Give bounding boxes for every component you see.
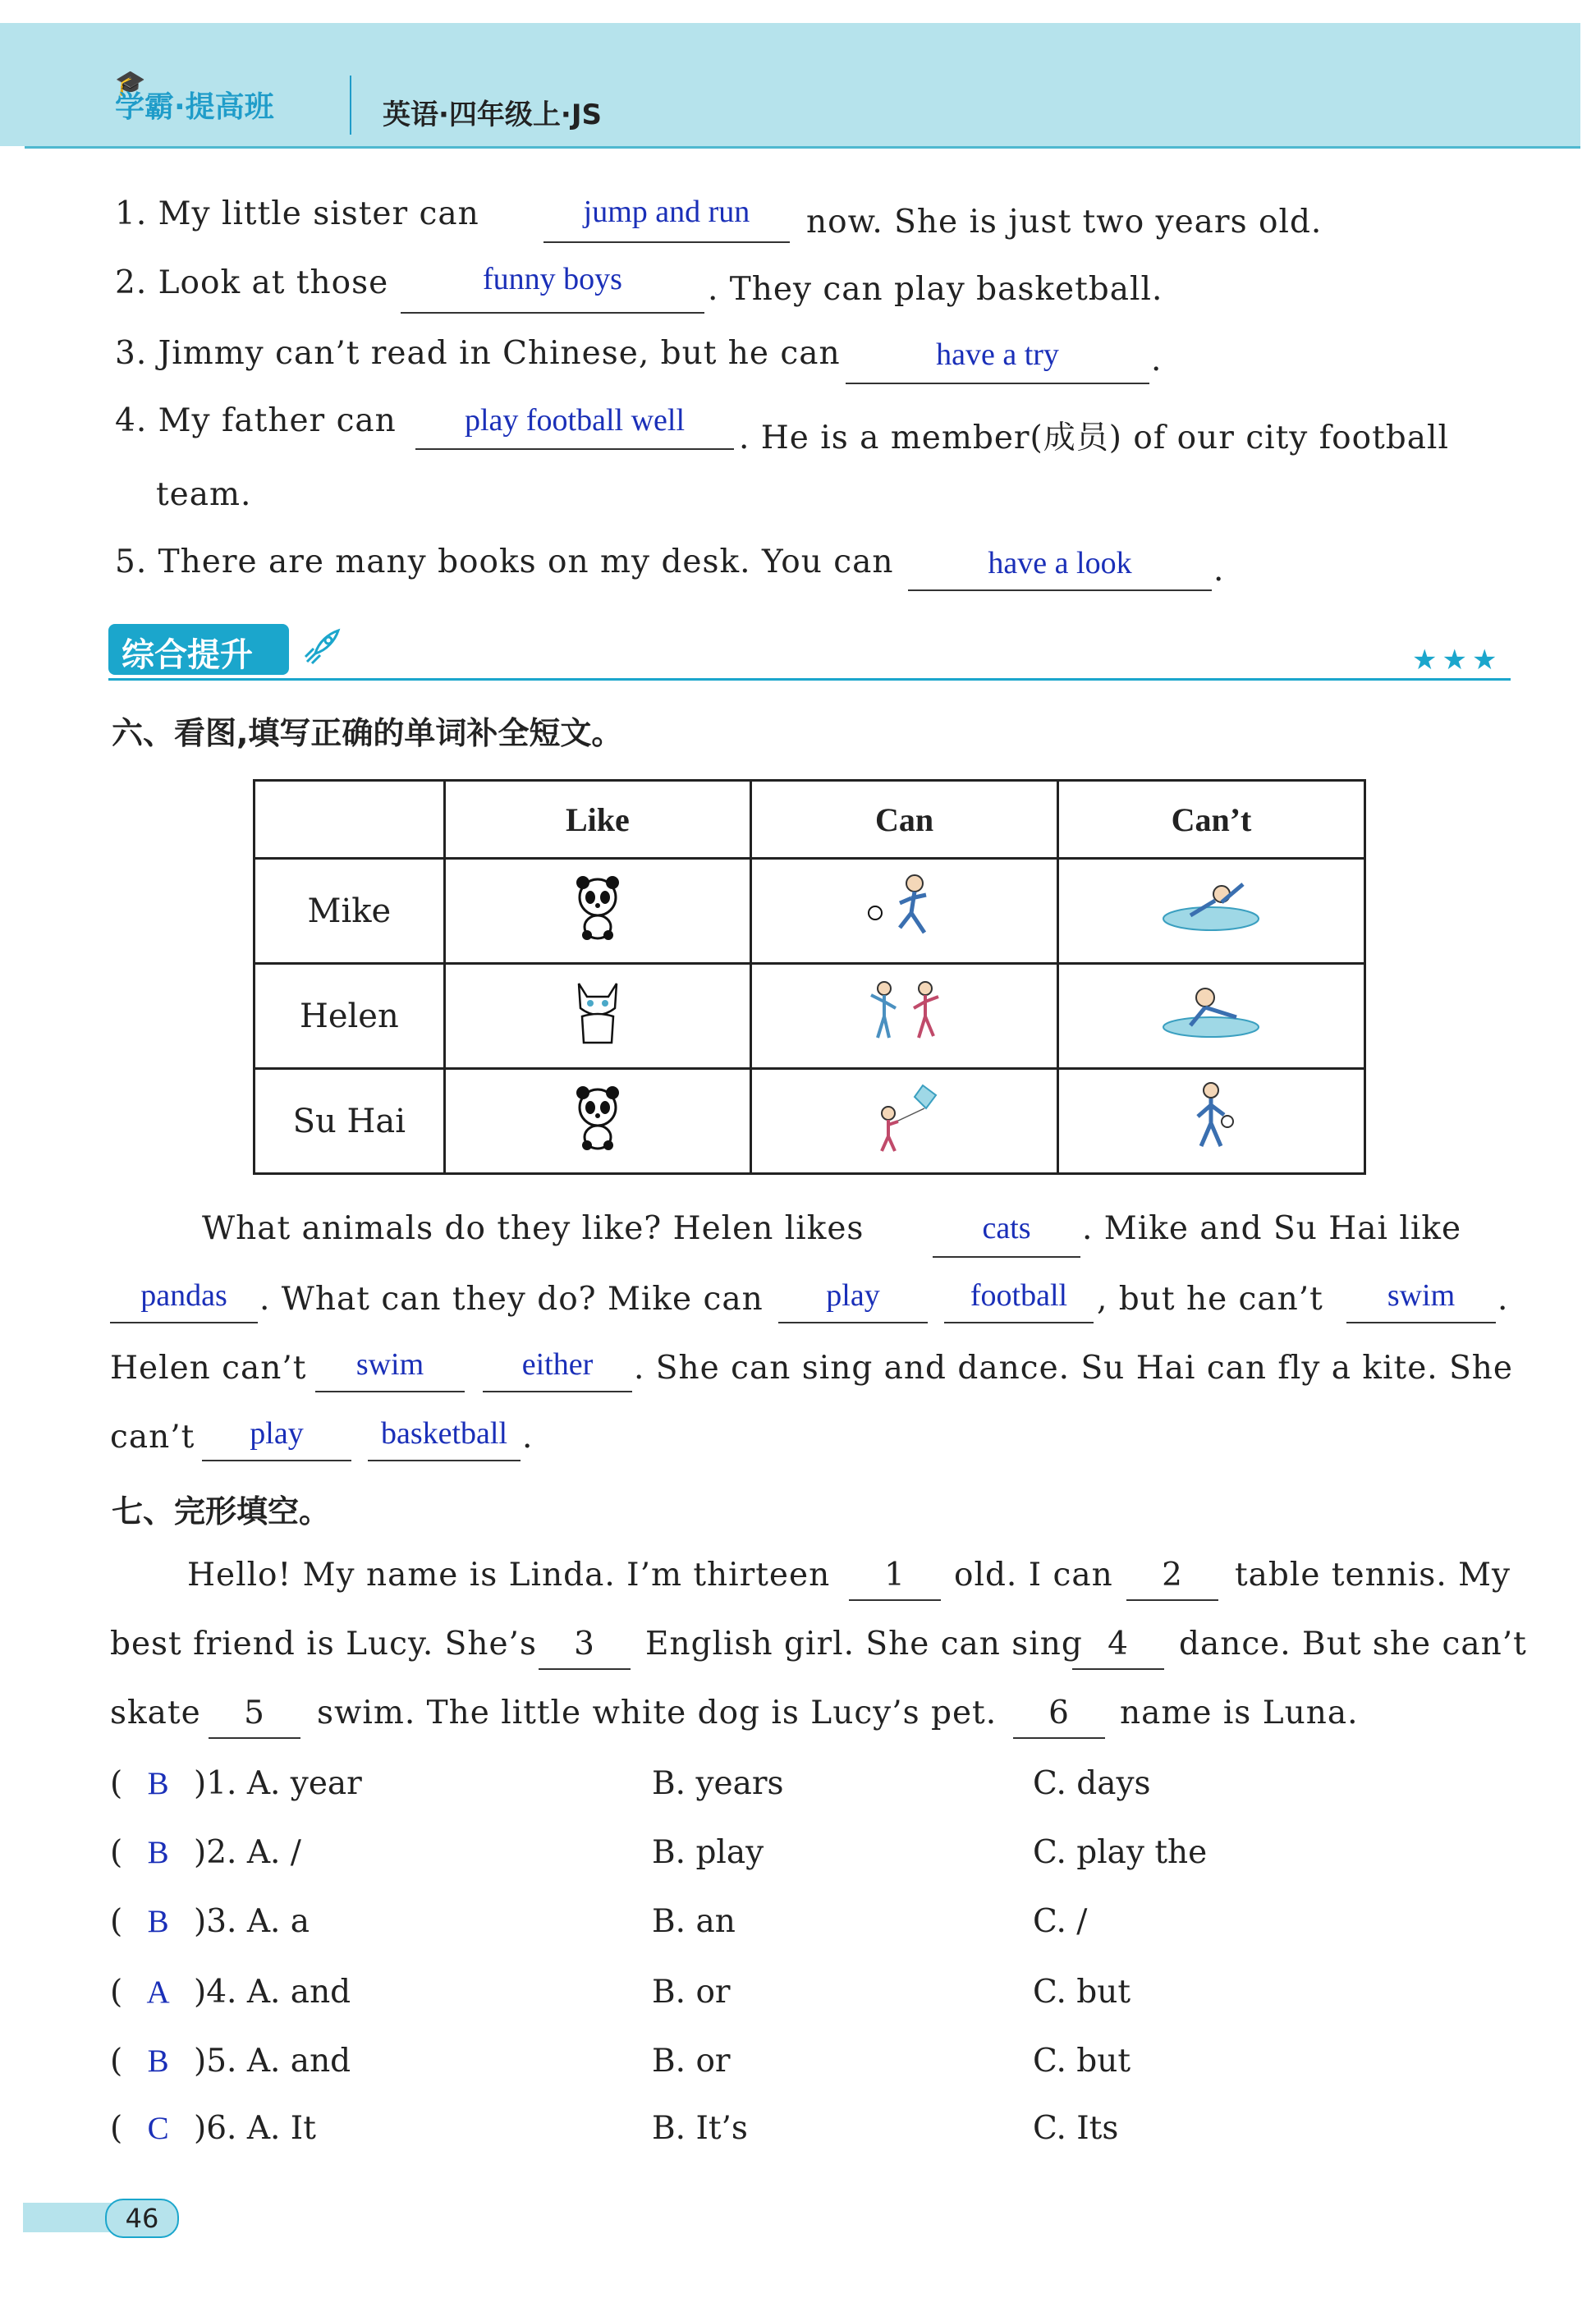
panda-icon bbox=[444, 1069, 750, 1174]
fill-item-5: 5. There are many books on my desk. You can bbox=[115, 543, 894, 580]
question-row: ( C )6. A. It bbox=[110, 2110, 316, 2147]
passage-text: . bbox=[1497, 1281, 1509, 1318]
subject-title: 英语·四年级上·JS bbox=[383, 99, 602, 131]
option-c: C. days bbox=[1033, 1765, 1151, 1802]
blank-line bbox=[933, 1256, 1080, 1258]
football-player-icon bbox=[751, 859, 1058, 964]
header-rule bbox=[25, 146, 1580, 149]
blank-line bbox=[778, 1322, 928, 1323]
cloze-text: dance. But she can’t bbox=[1179, 1626, 1527, 1663]
table-row bbox=[255, 1069, 1365, 1174]
passage-text: What animals do they like? Helen likes bbox=[202, 1210, 864, 1247]
question-row: ( A )4. A. and bbox=[110, 1974, 351, 2011]
answer-letter: B bbox=[147, 1835, 169, 1870]
answer-cats: cats bbox=[982, 1211, 1031, 1245]
cap-icon: 🎓 bbox=[115, 69, 146, 98]
cloze-text: English girl. She can sing bbox=[645, 1626, 1083, 1663]
answer-4: play football well bbox=[464, 403, 686, 438]
answer-letter: A bbox=[146, 1974, 170, 2010]
cloze-text: name is Luna. bbox=[1120, 1695, 1359, 1731]
option-c: C. but bbox=[1033, 2043, 1130, 2080]
panda-icon bbox=[444, 859, 750, 964]
option-b: B. It’s bbox=[652, 2110, 748, 2147]
part7-heading: 七、完形填空。 bbox=[112, 1493, 331, 1530]
answer-basketball: basketball bbox=[380, 1416, 508, 1451]
blank-line bbox=[202, 1460, 351, 1461]
question-row: ( B )1. A. year bbox=[110, 1765, 362, 1802]
answer-letter: B bbox=[147, 2043, 169, 2079]
answer-football: football bbox=[970, 1278, 1068, 1313]
row-name: Mike bbox=[255, 859, 445, 964]
table-header: Like bbox=[444, 781, 750, 859]
answer-5: have a look bbox=[988, 546, 1132, 580]
answer-3: have a try bbox=[936, 337, 1059, 372]
passage-text: . What can they do? Mike can bbox=[259, 1281, 764, 1318]
question-row: ( B )5. A. and bbox=[110, 2043, 351, 2080]
option-b: B. an bbox=[652, 1903, 736, 1940]
table-row bbox=[255, 859, 1365, 964]
cloze-text: best friend is Lucy. She’s bbox=[110, 1626, 537, 1663]
footer-bar bbox=[23, 2203, 113, 2232]
option-b: B. or bbox=[652, 2043, 731, 2080]
swimmer-icon bbox=[1057, 859, 1364, 964]
blank-line bbox=[849, 1599, 941, 1601]
answer-letter: B bbox=[147, 1766, 169, 1801]
blank-line bbox=[908, 589, 1212, 591]
blank-line bbox=[1013, 1737, 1105, 1739]
fill-item-2-post: . They can play basketball. bbox=[708, 271, 1163, 308]
blank-line bbox=[1346, 1322, 1496, 1323]
cloze-blank-number: 5 bbox=[244, 1695, 265, 1731]
section-title: 综合提升 bbox=[122, 636, 253, 674]
table-header-row bbox=[255, 781, 1365, 859]
fill-item-1: 1. My little sister can bbox=[115, 195, 479, 232]
cloze-blank-number: 3 bbox=[574, 1626, 595, 1663]
blank-line bbox=[315, 1391, 465, 1392]
page-number: 46 bbox=[105, 2199, 179, 2238]
basketball-player-icon bbox=[1057, 1069, 1364, 1174]
answer-swim: swim bbox=[1387, 1278, 1456, 1313]
passage-text: . Mike and Su Hai like bbox=[1082, 1210, 1462, 1247]
section-rule bbox=[108, 678, 1511, 681]
answer-letter: B bbox=[147, 1904, 169, 1939]
cloze-text: old. I can bbox=[954, 1557, 1113, 1594]
passage-text: . bbox=[522, 1419, 534, 1456]
fill-item-5-post: . bbox=[1213, 552, 1225, 589]
blank-line bbox=[846, 383, 1149, 384]
dancers-icon bbox=[751, 964, 1058, 1069]
blank-line bbox=[543, 241, 790, 243]
question-row: ( B )3. A. a bbox=[110, 1903, 310, 1940]
blank-line bbox=[209, 1737, 300, 1739]
swimmer-icon bbox=[1057, 964, 1364, 1069]
cloze-blank-number: 4 bbox=[1108, 1626, 1129, 1663]
fill-item-4-post: . He is a member(成员) of our city football bbox=[739, 420, 1449, 456]
blank-line bbox=[944, 1322, 1094, 1323]
answer-letter: C bbox=[147, 2111, 169, 2146]
cloze-blank-number: 6 bbox=[1048, 1695, 1070, 1731]
blank-line bbox=[539, 1668, 631, 1670]
cloze-blank-number: 1 bbox=[884, 1557, 906, 1594]
passage-text: , but he can’t bbox=[1097, 1281, 1323, 1318]
table-header: Can’t bbox=[1057, 781, 1364, 859]
header-divider bbox=[350, 76, 351, 135]
fill-item-3-post: . bbox=[1151, 342, 1163, 378]
answer-pandas: pandas bbox=[140, 1278, 227, 1313]
cloze-text: skate bbox=[110, 1695, 201, 1731]
activity-table bbox=[253, 779, 1366, 1175]
question-row: ( B )2. A. / bbox=[110, 1834, 301, 1871]
blank-line bbox=[401, 312, 704, 314]
fill-item-3: 3. Jimmy can’t read in Chinese, but he can bbox=[115, 335, 841, 372]
option-c: C. Its bbox=[1033, 2110, 1119, 2147]
answer-swim-2: swim bbox=[355, 1347, 424, 1382]
cloze-text: table tennis. My bbox=[1235, 1557, 1511, 1594]
table-header: Can bbox=[751, 781, 1058, 859]
blank-line bbox=[415, 448, 734, 450]
fill-item-4-cont: team. bbox=[156, 476, 252, 513]
option-c: C. but bbox=[1033, 1974, 1130, 2011]
answer-1: jump and run bbox=[583, 195, 750, 229]
cloze-blank-number: 2 bbox=[1162, 1557, 1183, 1594]
passage-text: . She can sing and dance. Su Hai can fly a kite. She bbox=[634, 1350, 1513, 1387]
option-b: B. or bbox=[652, 1974, 731, 2011]
table-header bbox=[255, 781, 445, 859]
kite-flyer-icon bbox=[751, 1069, 1058, 1174]
difficulty-stars: ★★★ bbox=[1412, 644, 1502, 677]
answer-play-2: play bbox=[250, 1416, 304, 1451]
blank-line bbox=[1126, 1599, 1218, 1601]
fill-item-4: 4. My father can bbox=[115, 402, 397, 439]
blank-line bbox=[368, 1460, 521, 1461]
part6-heading: 六、看图,填写正确的单词补全短文。 bbox=[112, 715, 623, 751]
answer-2: funny boys bbox=[483, 262, 622, 296]
cloze-text: swim. The little white dog is Lucy’s pet. bbox=[317, 1695, 998, 1731]
option-b: B. years bbox=[652, 1765, 784, 1802]
option-c: C. play the bbox=[1033, 1834, 1208, 1871]
brand-title: 学霸·提高班 bbox=[115, 90, 274, 124]
answer-play: play bbox=[826, 1278, 880, 1313]
fill-item-2: 2. Look at those bbox=[115, 264, 389, 301]
blank-line bbox=[1072, 1668, 1164, 1670]
passage-text: can’t bbox=[110, 1419, 195, 1456]
fill-item-1-post: now. She is just two years old. bbox=[806, 204, 1323, 241]
rocket-icon bbox=[300, 627, 342, 672]
option-b: B. play bbox=[652, 1834, 764, 1871]
table-row bbox=[255, 964, 1365, 1069]
cat-icon bbox=[444, 964, 750, 1069]
row-name: Su Hai bbox=[255, 1069, 445, 1174]
cloze-text: Hello! My name is Linda. I’m thirteen bbox=[187, 1557, 831, 1594]
blank-line bbox=[483, 1391, 632, 1392]
option-c: C. / bbox=[1033, 1903, 1088, 1940]
blank-line bbox=[110, 1322, 258, 1323]
row-name: Helen bbox=[255, 964, 445, 1069]
answer-either: either bbox=[521, 1347, 594, 1382]
passage-text: Helen can’t bbox=[110, 1350, 307, 1387]
